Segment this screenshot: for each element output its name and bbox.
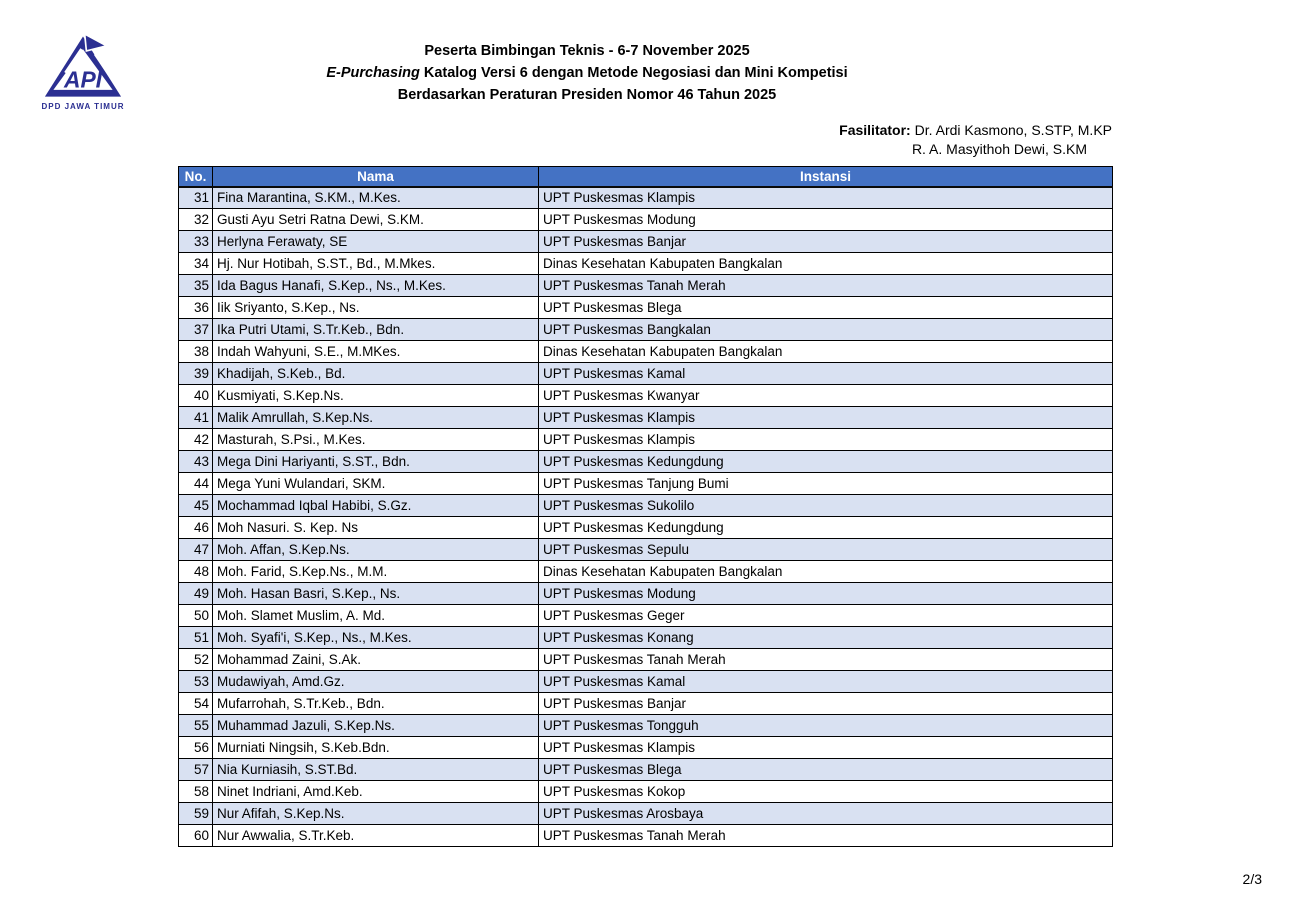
table-row [179,275,1113,297]
cell-no: 43 [179,451,213,473]
cell-no: 52 [179,649,213,671]
cell-nama: Mega Yuni Wulandari, SKM. [213,473,539,495]
cell-no: 57 [179,759,213,781]
cell-no: 34 [179,253,213,275]
table-row [179,451,1113,473]
cell-nama: Ika Putri Utami, S.Tr.Keb., Bdn. [213,319,539,341]
cell-nama: Khadijah, S.Keb., Bd. [213,363,539,385]
title-line-2-italic: E-Purchasing [326,65,420,81]
column-header-instansi: Instansi [539,167,1113,187]
cell-no: 38 [179,341,213,363]
facilitator-label: Fasilitator: [839,122,911,138]
cell-nama: Ninet Indriani, Amd.Keb. [213,781,539,803]
cell-nama: Moh. Hasan Basri, S.Kep., Ns. [213,583,539,605]
cell-no: 33 [179,231,213,253]
cell-no: 42 [179,429,213,451]
cell-nama: Moh. Farid, S.Kep.Ns., M.M. [213,561,539,583]
cell-instansi: UPT Puskesmas Tongguh [539,715,1113,737]
table-row [179,517,1113,539]
table-row [179,715,1113,737]
table-row [179,561,1113,583]
cell-nama: Iik Sriyanto, S.Kep., Ns. [213,297,539,319]
facilitator-line-1 [839,121,1112,140]
table-row [179,495,1113,517]
table-row [179,759,1113,781]
cell-no: 44 [179,473,213,495]
cell-no: 54 [179,693,213,715]
cell-no: 35 [179,275,213,297]
table-row [179,385,1113,407]
cell-nama: Mohammad Zaini, S.Ak. [213,649,539,671]
cell-nama: Nur Awwalia, S.Tr.Keb. [213,825,539,847]
cell-instansi: UPT Puskesmas Kedungdung [539,517,1113,539]
table-header [179,167,1113,187]
cell-instansi: UPT Puskesmas Modung [539,209,1113,231]
cell-nama: Malik Amrullah, S.Kep.Ns. [213,407,539,429]
cell-nama: Gusti Ayu Setri Ratna Dewi, S.KM. [213,209,539,231]
cell-no: 46 [179,517,213,539]
cell-nama: Mega Dini Hariyanti, S.ST., Bdn. [213,451,539,473]
cell-nama: Muhammad Jazuli, S.Kep.Ns. [213,715,539,737]
cell-nama: Kusmiyati, S.Kep.Ns. [213,385,539,407]
cell-no: 39 [179,363,213,385]
logo-caption: DPD JAWA TIMUR [41,102,125,111]
cell-nama: Ida Bagus Hanafi, S.Kep., Ns., M.Kes. [213,275,539,297]
cell-no: 31 [179,187,213,209]
cell-instansi: UPT Puskesmas Blega [539,297,1113,319]
table-row [179,473,1113,495]
table-row [179,363,1113,385]
cell-nama: Mudawiyah, Amd.Gz. [213,671,539,693]
cell-no: 37 [179,319,213,341]
cell-instansi: UPT Puskesmas Klampis [539,429,1113,451]
cell-instansi: UPT Puskesmas Tanah Merah [539,825,1113,847]
cell-instansi: UPT Puskesmas Tanjung Bumi [539,473,1113,495]
cell-instansi: UPT Puskesmas Konang [539,627,1113,649]
cell-nama: Mochammad Iqbal Habibi, S.Gz. [213,495,539,517]
cell-instansi: UPT Puskesmas Klampis [539,407,1113,429]
table-row [179,341,1113,363]
cell-nama: Moh Nasuri. S. Kep. Ns [213,517,539,539]
facilitator-name-1: Dr. Ardi Kasmono, S.STP, M.KP [910,122,1112,138]
cell-nama: Murniati Ningsih, S.Keb.Bdn. [213,737,539,759]
table-row [179,825,1113,847]
cell-no: 41 [179,407,213,429]
cell-instansi: Dinas Kesehatan Kabupaten Bangkalan [539,341,1113,363]
participants-table [178,166,1113,847]
table-row [179,737,1113,759]
document-title-block [0,40,1174,106]
cell-nama: Moh. Syafi'i, S.Kep., Ns., M.Kes. [213,627,539,649]
cell-instansi: UPT Puskesmas Bangkalan [539,319,1113,341]
table-row [179,253,1113,275]
cell-nama: Fina Marantina, S.KM., M.Kes. [213,187,539,209]
cell-no: 36 [179,297,213,319]
cell-nama: Nia Kurniasih, S.ST.Bd. [213,759,539,781]
title-line-2-rest: Katalog Versi 6 dengan Metode Negosiasi dan Mini Kompetisi [419,65,848,81]
cell-no: 32 [179,209,213,231]
cell-instansi: UPT Puskesmas Modung [539,583,1113,605]
cell-no: 59 [179,803,213,825]
cell-instansi: UPT Puskesmas Sepulu [539,539,1113,561]
cell-instansi: UPT Puskesmas Arosbaya [539,803,1113,825]
table-row [179,781,1113,803]
cell-no: 60 [179,825,213,847]
cell-instansi: UPT Puskesmas Geger [539,605,1113,627]
cell-instansi: UPT Puskesmas Klampis [539,737,1113,759]
cell-instansi: UPT Puskesmas Kamal [539,363,1113,385]
table-row [179,693,1113,715]
table-row [179,605,1113,627]
cell-nama: Moh. Affan, S.Kep.Ns. [213,539,539,561]
cell-nama: Nur Afifah, S.Kep.Ns. [213,803,539,825]
cell-instansi: UPT Puskesmas Blega [539,759,1113,781]
cell-nama: Hj. Nur Hotibah, S.ST., Bd., M.Mkes. [213,253,539,275]
cell-instansi: Dinas Kesehatan Kabupaten Bangkalan [539,253,1113,275]
table-row [179,649,1113,671]
cell-no: 56 [179,737,213,759]
cell-nama: Herlyna Ferawaty, SE [213,231,539,253]
cell-instansi: UPT Puskesmas Tanah Merah [539,649,1113,671]
cell-no: 53 [179,671,213,693]
cell-nama: Indah Wahyuni, S.E., M.MKes. [213,341,539,363]
title-line-1: Peserta Bimbingan Teknis - 6-7 November 2025 [424,43,750,59]
table-row [179,209,1113,231]
cell-no: 47 [179,539,213,561]
cell-no: 40 [179,385,213,407]
table-row [179,627,1113,649]
column-header-no: No. [179,167,213,187]
cell-instansi: UPT Puskesmas Banjar [539,231,1113,253]
cell-instansi: UPT Puskesmas Kokop [539,781,1113,803]
cell-instansi: UPT Puskesmas Kamal [539,671,1113,693]
table-row [179,231,1113,253]
cell-no: 48 [179,561,213,583]
cell-instansi: UPT Puskesmas Tanah Merah [539,275,1113,297]
table-body [179,187,1113,847]
cell-instansi: UPT Puskesmas Klampis [539,187,1113,209]
table-row [179,407,1113,429]
table-row [179,297,1113,319]
table-row [179,583,1113,605]
cell-no: 50 [179,605,213,627]
cell-nama: Masturah, S.Psi., M.Kes. [213,429,539,451]
svg-text:API: API [63,66,103,93]
cell-instansi: UPT Puskesmas Kedungdung [539,451,1113,473]
table-row [179,671,1113,693]
cell-no: 55 [179,715,213,737]
facilitator-name-2: R. A. Masyithoh Dewi, S.KM [911,141,1087,157]
table-row [179,429,1113,451]
cell-nama: Mufarrohah, S.Tr.Keb., Bdn. [213,693,539,715]
cell-no: 58 [179,781,213,803]
column-header-nama: Nama [213,167,539,187]
table-row [179,539,1113,561]
cell-no: 45 [179,495,213,517]
cell-nama: Moh. Slamet Muslim, A. Md. [213,605,539,627]
page-indicator: 2/3 [1242,871,1262,887]
table-row [179,319,1113,341]
cell-instansi: UPT Puskesmas Banjar [539,693,1113,715]
cell-instansi: Dinas Kesehatan Kabupaten Bangkalan [539,561,1113,583]
table-row [179,187,1113,209]
cell-no: 51 [179,627,213,649]
title-line-2 [0,62,1174,84]
cell-no: 49 [179,583,213,605]
table-row [179,803,1113,825]
cell-instansi: UPT Puskesmas Kwanyar [539,385,1113,407]
cell-instansi: UPT Puskesmas Sukolilo [539,495,1113,517]
title-line-3: Berdasarkan Peraturan Presiden Nomor 46 Tahun 2025 [397,87,777,103]
facilitator-block [839,121,1112,159]
